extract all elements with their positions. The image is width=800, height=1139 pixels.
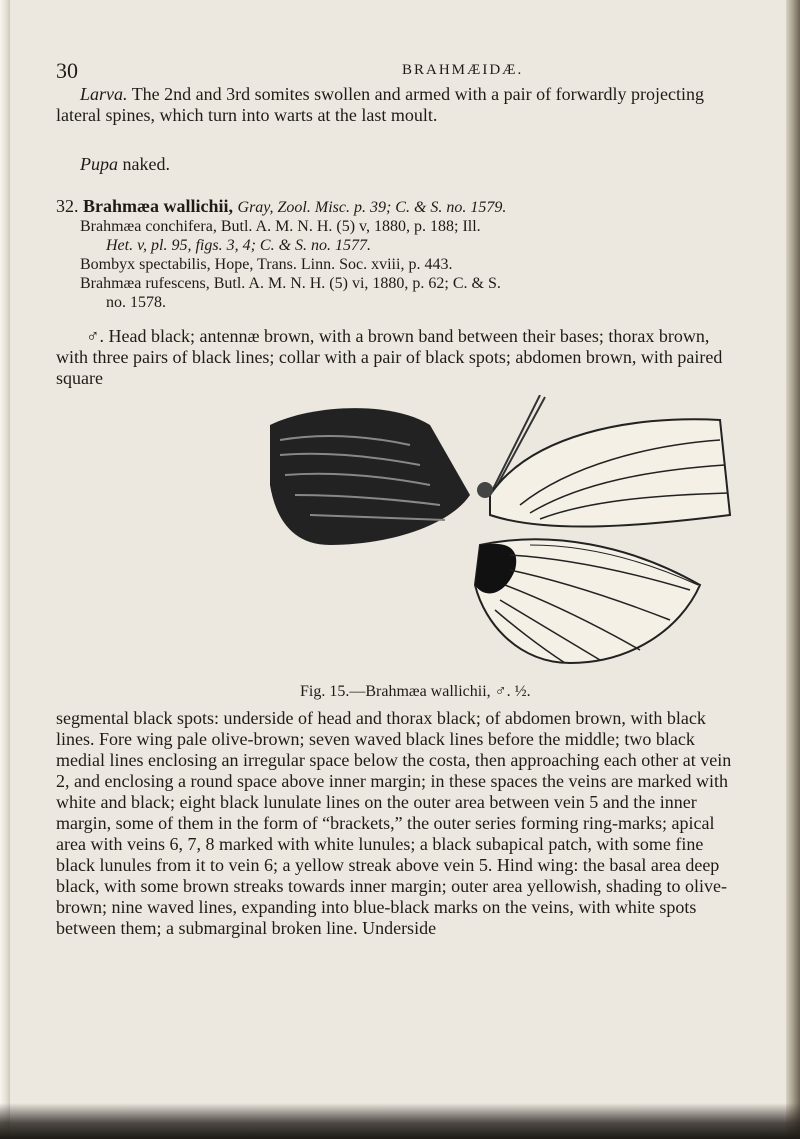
species-synonyms bbox=[80, 217, 746, 312]
synonym-line: Het. v, pl. 95, figs. 3, 4; C. & S. no. 1577. bbox=[106, 237, 372, 254]
pupa-paragraph bbox=[56, 154, 736, 175]
species-ref-0: Gray, Zool. Misc. p. 39; C. & S. no. 1579. bbox=[237, 199, 507, 216]
moth-wing-illustration bbox=[270, 395, 744, 665]
figure-caption: Fig. 15.—Brahmæa wallichii, ♂. ½. bbox=[300, 683, 531, 700]
larva-text: The 2nd and 3rd somites swollen and armed with a pair of forwardly projecting lateral spines, which turn into warts at the last moult. bbox=[56, 84, 705, 125]
page-binding-left bbox=[0, 0, 10, 1139]
pupa-label: Pupa bbox=[80, 154, 118, 174]
synonym-line: Brahmæa conchifera, Butl. A. M. N. H. (5) v, 1880, p. 188; Ill. bbox=[80, 218, 481, 235]
description-continuation: segmental black spots: underside of head and thorax black; of abdomen brown, with black lines. Fore wing pale olive-brown; seven waved black lines before the middle; two black medial lines enclosing an irregular space below the costa, then approaching each other at vein 2, and enclosing a round space above inner margin; in these spaces the veins are marked with white and black; eight black lunulate lines on the outer area between vein 5 and the inner margin, some of them in the form of “brackets,” the outer series forming ring-marks; apical area with veins 6, 7, 8 marked with white lunules; a black subapical patch, with some fine black lunules from it to vein 6; a yellow streak above vein 5. Hind wing: the basal area deep black, with some brown streaks towards inner margin; outer area yellowish, shading to olive-brown; nine waved lines, expanding into blue-black marks on the veins, with white spots between them; a submarginal broken line. Underside bbox=[56, 708, 732, 938]
species-heading bbox=[56, 196, 746, 217]
larva-paragraph bbox=[56, 84, 736, 126]
moth-head bbox=[477, 482, 493, 498]
bottom-shadow bbox=[0, 1103, 800, 1139]
synonym-line: Bombyx spectabilis, Hope, Trans. Linn. Soc. xviii, p. 443. bbox=[80, 256, 453, 273]
species-entry bbox=[56, 196, 746, 312]
pupa-text: naked. bbox=[118, 154, 170, 174]
larva-label: Larva. bbox=[80, 84, 128, 104]
male-description: ♂. Head black; antennæ brown, with a brown band between their bases; thorax brown, with three pairs of black lines; collar with a pair of black spots; abdomen brown, with paired square bbox=[56, 326, 723, 388]
page-edge-right bbox=[786, 0, 800, 1139]
page-number: 30 bbox=[56, 58, 78, 83]
species-number: 32. bbox=[56, 196, 79, 216]
synonym-line: no. 1578. bbox=[106, 294, 166, 311]
species-name: Brahmæa wallichii, bbox=[83, 196, 234, 216]
synonym-line: Brahmæa rufescens, Butl. A. M. N. H. (5) vi, 1880, p. 62; C. & S. bbox=[80, 275, 501, 292]
running-header: BRAHMÆIDÆ. bbox=[402, 62, 524, 78]
